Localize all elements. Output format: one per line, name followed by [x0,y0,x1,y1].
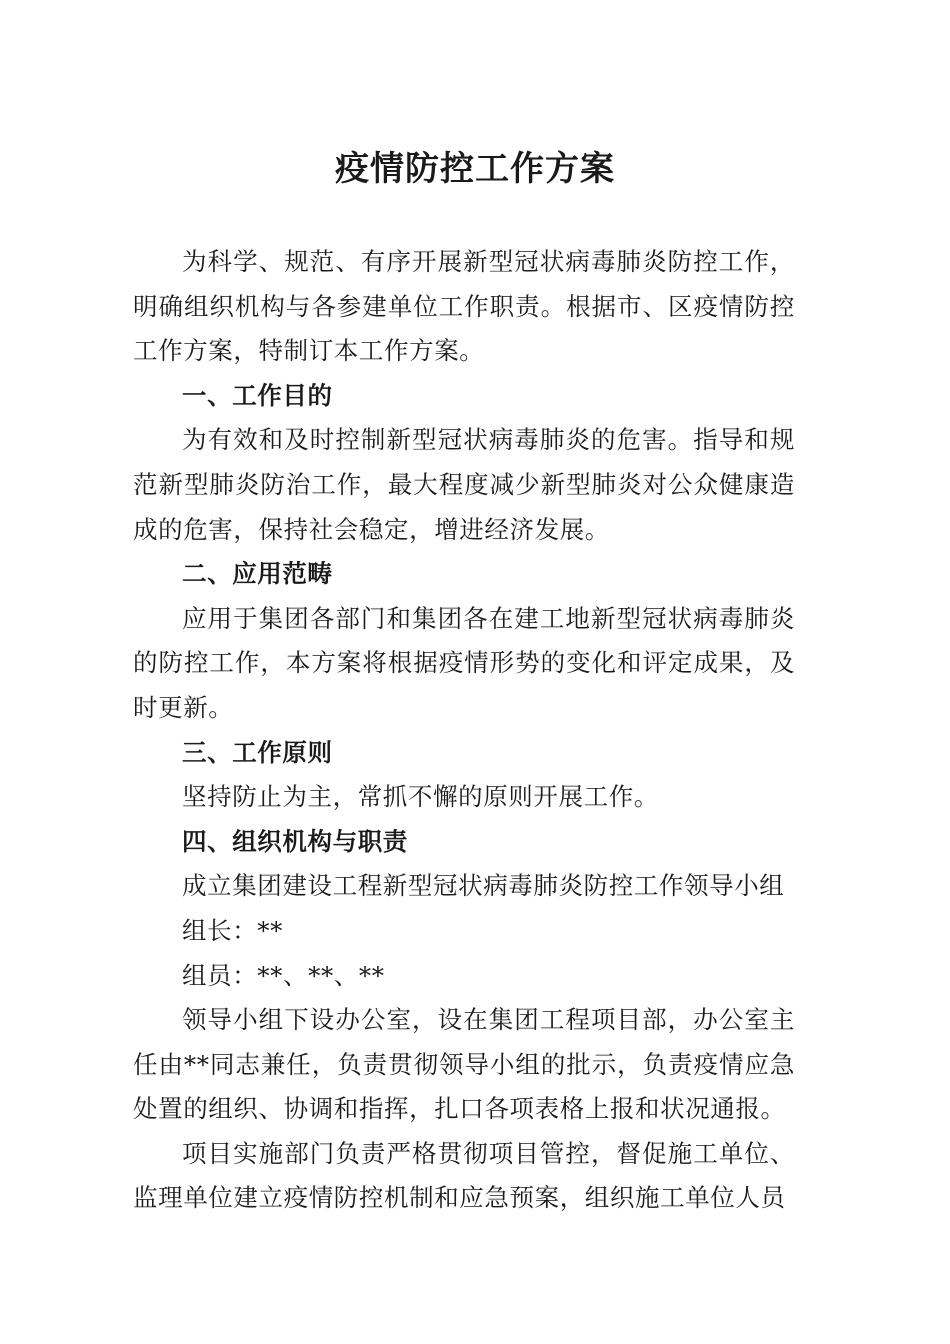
paragraph-intro: 为科学、规范、有序开展新型冠状病毒肺炎防控工作，明确组织机构与各参建单位工作职责。根据市、区疫情防控工作方案，特制订本工作方案。 [133,247,795,366]
section-heading-purpose: 一、工作目的 [182,380,333,410]
paragraph-office: 领导小组下设办公室，设在集团工程项目部，办公室主任由**同志兼任，负责贯彻领导小组的批示，负责疫情应急处置的组织、协调和指挥，扎口各项表格上报和状况通报。 [133,1005,795,1124]
paragraph-purpose: 为有效和及时控制新型冠状病毒肺炎的危害。指导和规范新型肺炎防治工作，最大程度减少新型肺炎对公众健康造成的危害，保持社会稳定，增进经济发展。 [133,425,795,544]
section-heading-organization: 四、组织机构与职责 [182,826,408,856]
paragraph-group-members: 组员：**、**、** [182,960,385,990]
paragraph-group-leader: 组长：** [182,915,283,945]
section-heading-scope: 二、应用范畴 [182,559,333,589]
document-title: 疫情防控工作方案 [335,149,615,189]
section-heading-principle: 三、工作原则 [182,737,333,767]
paragraph-project-department: 项目实施部门负责严格贯彻项目管控，督促施工单位、监理单位建立疫情防控机制和应急预案，组织施工单位人员 [133,1138,795,1213]
paragraph-principle: 坚持防止为主，常抓不懈的原则开展工作。 [182,782,659,812]
document-body [133,240,795,1221]
paragraph-group-setup: 成立集团建设工程新型冠状病毒肺炎防控工作领导小组 [182,871,785,901]
paragraph-scope: 应用于集团各部门和集团各在建工地新型冠状病毒肺炎的防控工作，本方案将根据疫情形势的变化和评定成果，及时更新。 [133,603,795,722]
